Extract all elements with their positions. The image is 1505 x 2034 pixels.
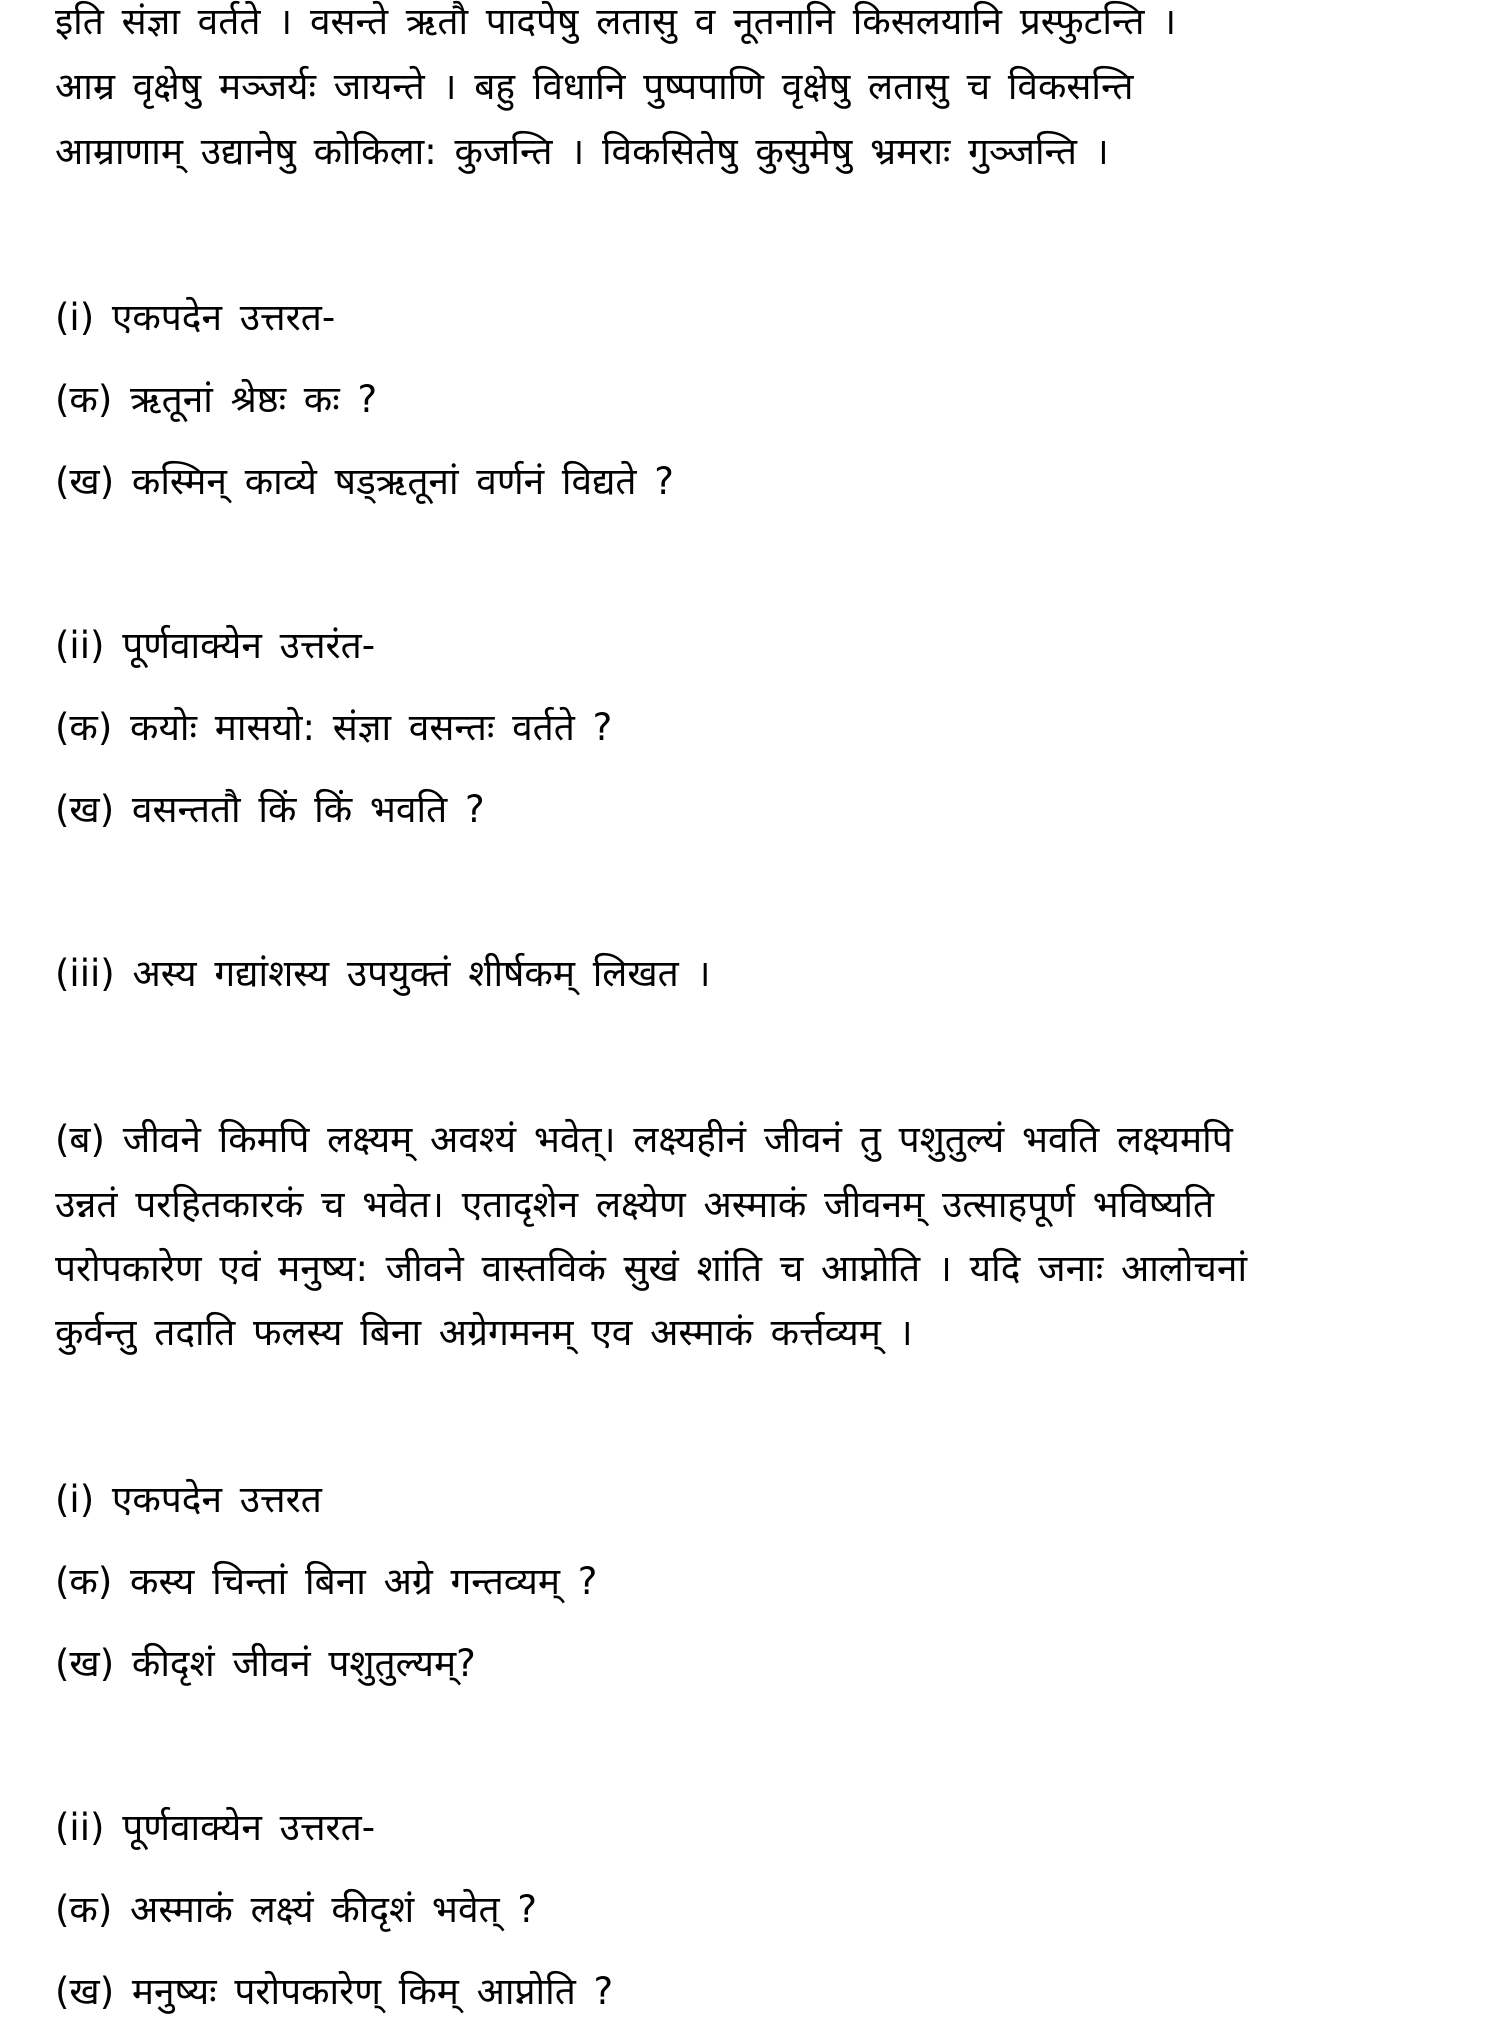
question-b1-heading: (i) एकपदेन उत्तरत — [55, 1478, 322, 1521]
question-b1-item-ka: (क) कस्य चिन्तां बिना अग्रे गन्तव्यम् ? — [55, 1560, 598, 1603]
question-b1-item-kha: (ख) कीदृशं जीवनं पशुतुल्यम्? — [55, 1642, 476, 1685]
question-a1-heading: (i) एकपदेन उत्तरत- — [55, 296, 336, 339]
question-b2-heading: (ii) पूर्णवाक्येन उत्तरत- — [55, 1806, 376, 1849]
question-b2-item-ka: (क) अस्माकं लक्ष्यं कीदृशं भवेत् ? — [55, 1888, 538, 1931]
question-a2-item-ka: (क) कयोः मासयो: संज्ञा वसन्तः वर्तते ? — [55, 706, 613, 749]
question-a1-item-kha: (ख) कस्मिन् काव्ये षड्ऋतूनां वर्णनं विद्यते ? — [55, 460, 674, 503]
question-a3-heading: (iii) अस्य गद्यांशस्य उपयुक्तं शीर्षकम् लिखत । — [55, 952, 711, 995]
passage-b-line-1: (ब) जीवने किमपि लक्ष्यम् अवश्यं भवेत्। लक्ष्यहीनं जीवनं तु पशुतुल्यं भवति लक्ष्यमपि — [55, 1118, 1233, 1161]
question-a1-item-ka: (क) ऋतूनां श्रेष्ठः कः ? — [55, 378, 378, 421]
passage-b-line-3: परोपकारेण एवं मनुष्य: जीवने वास्तविकं सुखं शांति च आप्नोति । यदि जनाः आलोचनां — [55, 1247, 1248, 1290]
question-b2-item-kha: (ख) मनुष्यः परोपकारेण् किम् आप्नोति ? — [55, 1970, 614, 2013]
passage-b-line-2: उन्नतं परहितकारकं च भवेत। एतादृशेन लक्ष्येण अस्माकं जीवनम् उत्साहपूर्ण भविष्यति — [55, 1183, 1215, 1226]
question-a2-item-kha: (ख) वसन्ततौ किं किं भवति ? — [55, 788, 485, 831]
passage-b-line-4: कुर्वन्तु तदाति फलस्य बिना अग्रेगमनम् एव अस्माकं कर्त्तव्यम् । — [55, 1311, 913, 1354]
passage-a-line-3: आम्राणाम् उद्यानेषु कोकिला: कुजन्ति । विकसितेषु कुसुमेषु भ्रमराः गुञ्जन्ति । — [55, 130, 1109, 173]
question-a2-heading: (ii) पूर्णवाक्येन उत्तरंत- — [55, 624, 376, 667]
passage-a-line-1: इति संज्ञा वर्तते । वसन्ते ऋतौ पादपेषु लतासु व नूतनानि किसलयानि प्रस्फुटन्ति । — [55, 0, 1177, 43]
passage-a-line-2: आम्र वृक्षेषु मञ्जर्यः जायन्ते । बहु विधानि पुष्पपाणि वृक्षेषु लतासु च विकसन्ति — [55, 65, 1134, 108]
